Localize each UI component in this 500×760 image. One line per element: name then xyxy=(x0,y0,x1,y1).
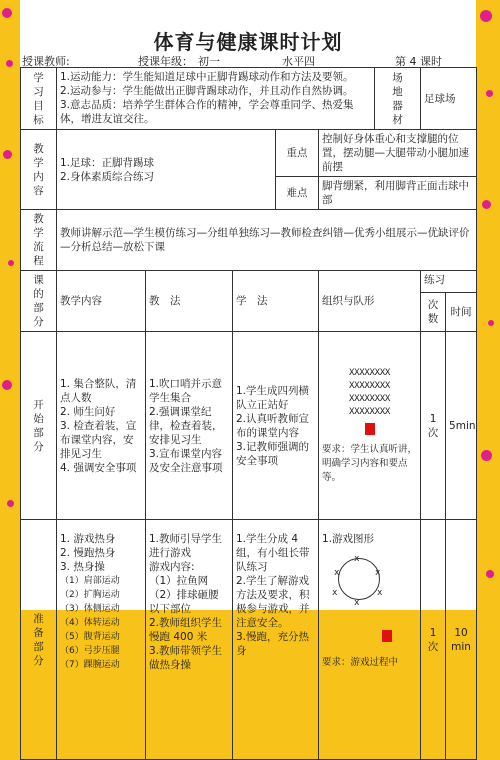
process-label: 教学流程 xyxy=(21,210,57,271)
teacher-position-marker xyxy=(382,630,392,642)
row-study: 1.学生成四列横队立正站好 2.认真听教师宣布的课堂内容 3.记教师强调的安全事项 xyxy=(233,332,319,520)
player-mark: x xyxy=(375,568,381,578)
key-point-label: 重点 xyxy=(276,130,319,177)
row-time: 10min xyxy=(446,520,477,760)
row-note: 要求：学生认真听讲，明确学习内容和要点等。 xyxy=(322,443,418,483)
col-time-header: 时间 xyxy=(446,293,477,332)
player-mark: x xyxy=(334,568,340,578)
col-study-header: 学 法 xyxy=(233,271,319,332)
grade-label: 授课年级： xyxy=(138,55,193,68)
row-organization xyxy=(319,520,421,760)
decorative-dot xyxy=(2,380,12,390)
decorative-dot xyxy=(6,60,13,67)
row-content: 1. 集合整队，清点人数 2. 师生问好 3. 检查着装，宣布课堂内容，安排见习生 4. 强调安全事项 xyxy=(57,332,146,520)
row-note: 要求：游戏过程中 xyxy=(322,657,399,668)
col-organization-header: 组织与队形 xyxy=(319,271,421,332)
row-content: 1. 游戏热身 2. 慢跑热身 3. 热身操 （1）肩部运动 （2）扩胸运动 （3）体侧运动 （4）体转运动 （5）腹背运动 （6）弓步压腿 （7）踝腕运动 xyxy=(57,520,146,760)
lesson-number: 第 4 课时 xyxy=(395,55,442,68)
player-mark: x xyxy=(332,588,338,598)
decorative-dot xyxy=(8,260,14,266)
part-label: 开始部分 xyxy=(21,332,57,520)
col-part-header: 课的部分 xyxy=(21,271,57,332)
decorative-dot xyxy=(486,90,493,97)
level-value: 水平四 xyxy=(282,55,315,68)
content-text: 1.足球：正脚背踢球 2.身体素质综合练习 xyxy=(57,130,276,210)
venue-label: 场地器材 xyxy=(375,68,421,130)
process-text: 教师讲解示范—学生模仿练习—分组单独练习—教师检查纠错—优秀小组展示—优缺评价—分析总结—放松下课 xyxy=(57,210,477,271)
venue-value: 足球场 xyxy=(421,68,477,130)
lesson-plan-sheet xyxy=(20,0,476,671)
row-count: 1次 xyxy=(421,520,446,760)
formation-diagram: XXXXXXXX XXXXXXXX XXXXXXXX XXXXXXXX xyxy=(349,367,390,417)
objectives-label: 学习目标 xyxy=(21,68,57,130)
row-time: 5min xyxy=(446,332,477,520)
table-row xyxy=(21,332,477,520)
player-mark: x xyxy=(377,588,383,598)
part-label: 准备部分 xyxy=(21,520,57,760)
col-method-header: 教 法 xyxy=(146,271,233,332)
col-count-header: 次数 xyxy=(421,293,446,332)
col-practice-header: 练习 xyxy=(421,271,477,293)
decorative-dot xyxy=(488,320,494,326)
difficulty-text: 脚背绷紧，利用脚背正面击球中部 xyxy=(319,177,477,210)
organization-title: 1.游戏图形 xyxy=(322,533,375,545)
decorative-dot xyxy=(480,10,492,22)
table-row xyxy=(21,520,477,760)
game-circle-diagram xyxy=(322,552,417,630)
teacher-label: 授课教师: xyxy=(22,55,70,68)
decorative-dot xyxy=(7,500,14,507)
grade-value: 初一 xyxy=(198,55,220,68)
key-point-text: 控制好身体重心和支撑腿的位置，摆动腿—大腿带动小腿加速前摆 xyxy=(319,130,477,177)
row-organization xyxy=(319,332,421,520)
row-method: 1.教师引导学生进行游戏 游戏内容: （1）拉鱼网 （2）排球砸腰以下部位 2.教师组织学生慢跑 400 米 3.教师带领学生做热身操 xyxy=(146,520,233,760)
decorative-dot xyxy=(2,8,12,18)
decorative-dot xyxy=(481,450,492,461)
row-study: 1.学生分成 4 组，有小组长带队练习 2.学生了解游戏方法及要求，积极参与游戏，并注意安全。 3.慢跑，充分热身 xyxy=(233,520,319,760)
row-method: 1.吹口哨并示意学生集合 2.强调课堂纪律，检查着装，安排见习生 3.宣布课堂内容及安全注意事项 xyxy=(146,332,233,520)
objectives-text: 1.运动能力：学生能知道足球中正脚背踢球动作和方法及要领。 2.运动参与：学生能做出正脚背踢球动作，并且动作自然协调。 3.意志品质：培养学生群体合作的精神，学会尊重同学、热爱集体，增进友谊交往。 xyxy=(57,68,375,130)
page-title: 体育与健康课时计划 xyxy=(153,30,343,54)
teacher-position-marker xyxy=(365,423,375,435)
decorative-dot xyxy=(3,150,12,159)
decorative-dot xyxy=(486,570,494,578)
row-count: 1次 xyxy=(421,332,446,520)
difficulty-label: 难点 xyxy=(276,177,319,210)
lesson-plan-table xyxy=(20,67,477,760)
player-mark: x xyxy=(354,598,360,608)
col-content-header: 教学内容 xyxy=(57,271,146,332)
player-mark: x xyxy=(354,554,360,564)
decorative-dot xyxy=(482,200,491,209)
content-label: 教学内容 xyxy=(21,130,57,210)
